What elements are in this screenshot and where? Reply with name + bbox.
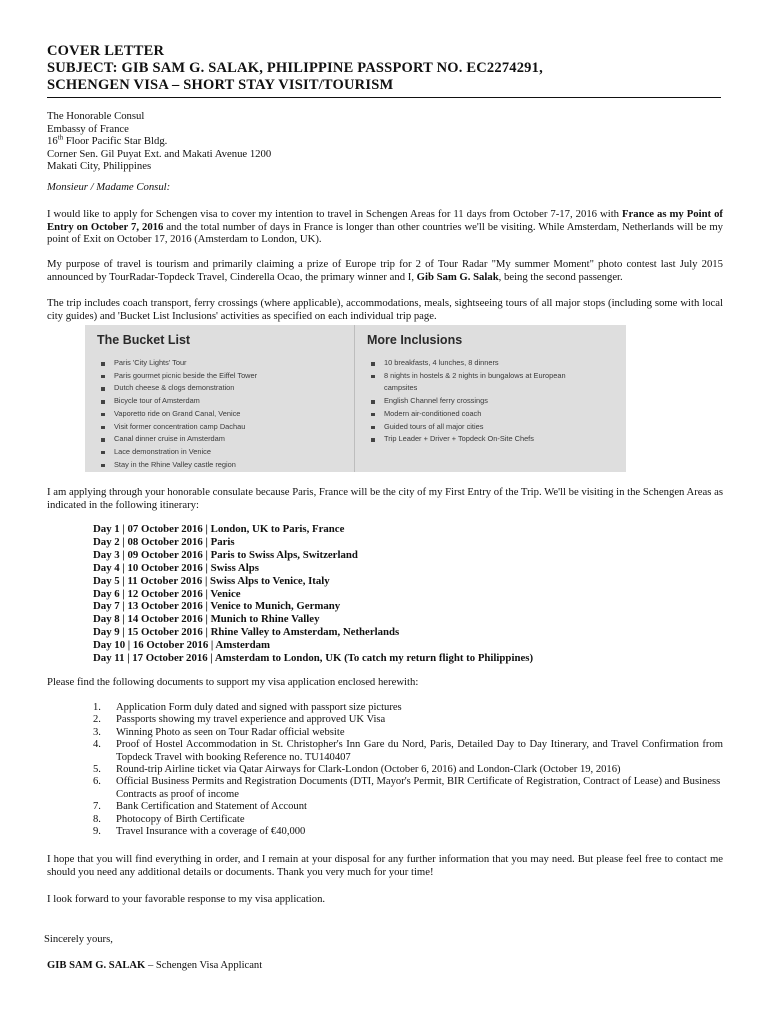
itinerary-day: Day 6 | 12 October 2016 | Venice (93, 587, 241, 600)
bucket-list-image (85, 325, 626, 472)
document-item (93, 826, 723, 838)
address-line: The Honorable Consul (47, 110, 145, 122)
bullet-icon (101, 451, 105, 455)
document-item (93, 739, 723, 764)
applicant-name-emphasis: Gib Sam G. Salak (416, 270, 499, 283)
inclusion-item (371, 395, 566, 408)
bucket-list-title: The Bucket List (97, 333, 191, 347)
bullet-icon (101, 387, 105, 391)
inclusion-item-text: English Channel ferry crossings (384, 396, 488, 406)
paragraph-intent (47, 208, 723, 246)
bucket-list-item-text: Canal dinner cruise in Amsterdam (114, 434, 225, 444)
document-item (93, 702, 723, 714)
bullet-icon (101, 362, 105, 366)
paragraph-text: My purpose of travel is tourism and primarily claiming a prize of Europe trip for 2 of Tour Radar "My summer Moment" photo contest last July 2015 announced by TourRadar-Topdeck Travel, Cinderella Ocao, the primary winner and I, (47, 258, 723, 283)
inclusion-item (371, 421, 566, 434)
itinerary-day: Day 9 | 15 October 2016 | Rhine Valley to Amsterdam, Netherlands (93, 626, 400, 639)
paragraph-purpose (47, 258, 723, 283)
inclusion-item-text: Modern air-conditioned coach (384, 408, 482, 418)
inclusion-item-text: 8 nights in hostels & 2 nights in bungalows at European (384, 370, 566, 380)
bullet-icon (371, 362, 375, 366)
itinerary-day: Day 11 | 17 October 2016 | Amsterdam to London, UK (To catch my return flight to Philippines) (93, 652, 534, 665)
bullet-icon (101, 400, 105, 404)
signature-name: GIB SAM G. SALAK (47, 960, 146, 971)
point-of-entry-emphasis: France as my Point of Entry on October 7, 2016 (47, 208, 723, 233)
inclusion-item (371, 370, 566, 383)
document-number: 1. (93, 702, 101, 713)
more-inclusions-column (355, 325, 626, 472)
heading-divider (47, 97, 721, 98)
salutation: Monsieur / Madame Consul: (47, 181, 171, 193)
paragraph-closing: I hope that you will find everything in order, and I remain at your disposal for any further information that you may need. But please feel free to contact me should you need any additional details or documents. Thank you very much for your time! (47, 853, 723, 878)
signature-line (47, 960, 262, 971)
heading-subject: SUBJECT: GIB SAM G. SALAK, PHILIPPINE PASSPORT NO. EC2274291, (47, 60, 543, 76)
document-item (93, 801, 723, 813)
bullet-icon (101, 464, 105, 468)
heading-line-1: COVER LETTER (47, 43, 165, 59)
itinerary-day: Day 2 | 08 October 2016 | Paris (93, 535, 235, 548)
document-text: Official Business Permits and Registration Documents (DTI, Mayor's Permit, BIR Certificate of Registration, Contract of Lease) and Business Contracts as proof of income (116, 776, 721, 800)
document-item (93, 714, 723, 726)
document-text: Photocopy of Birth Certificate (116, 813, 245, 825)
inclusion-item-continuation (371, 382, 566, 395)
address-building: Floor Pacific Star Bldg. (63, 135, 168, 148)
address-line: Makati City, Philippines (47, 160, 152, 173)
more-inclusions-title: More Inclusions (367, 333, 463, 347)
document-number: 5. (93, 764, 101, 776)
recipient-address (47, 110, 723, 173)
bullet-icon (101, 426, 105, 430)
document-number: 3. (93, 726, 101, 738)
paragraph-first-entry: I am applying through your honorable consulate because Paris, France will be the city of my First Entry of the Trip. We'll be visiting in the Schengen Areas as indicated in the following itinerary: (47, 486, 723, 511)
inclusion-item-text: Trip Leader + Driver + Topdeck On-Site Chefs (384, 434, 534, 444)
bullet-icon (371, 375, 375, 379)
itinerary-day: Day 7 | 13 October 2016 | Venice to Munich, Germany (93, 600, 341, 613)
inclusion-item-text: Guided tours of all major cities (384, 421, 484, 431)
bucket-list-item (101, 459, 257, 472)
bucket-list-item (101, 357, 257, 370)
address-floor-number: 16 (47, 135, 58, 148)
bullet-icon (371, 413, 375, 417)
document-number: 8. (93, 813, 101, 825)
inclusion-item (371, 357, 566, 370)
bullet-icon (101, 413, 105, 417)
bucket-list-item-text: Lace demonstration in Venice (114, 446, 211, 456)
inclusion-item-text: 10 breakfasts, 4 lunches, 8 dinners (384, 358, 499, 367)
document-item (93, 776, 723, 801)
paragraph-text: and the total number of days in France is longer than other countries we'll be visiting. While Amsterdam, Netherlands will be my point of Exit on October 17, 2016 (Amsterdam to London, UK). (47, 220, 723, 246)
document-number: 6. (93, 776, 101, 788)
more-inclusions-items (371, 357, 566, 446)
paragraph-favorable-response: I look forward to your favorable response to my visa application. (47, 893, 326, 905)
bucket-list-items (101, 357, 257, 471)
bucket-list-item-text: Dutch cheese & clogs demonstration (114, 383, 235, 393)
bucket-list-item-text: Paris gourmet picnic beside the Eiffel Tower (114, 370, 258, 380)
closing-phrase: Sincerely yours, (44, 934, 113, 945)
bullet-icon (101, 375, 105, 379)
paragraph-documents-intro: Please find the following documents to support my visa application enclosed herewith: (47, 676, 419, 688)
bucket-list-item (101, 408, 257, 421)
document-number: 2. (93, 714, 101, 726)
bucket-list-item (101, 421, 257, 434)
itinerary-day: Day 4 | 10 October 2016 | Swiss Alps (93, 561, 259, 574)
bucket-list-item (101, 433, 257, 446)
document-text: Winning Photo as seen on Tour Radar official website (116, 726, 345, 738)
bullet-icon (371, 438, 375, 442)
document-item (93, 814, 723, 826)
address-floor-suffix: th (57, 133, 64, 142)
document-item (93, 764, 723, 776)
bucket-list-item-text: Paris 'City Lights' Tour (114, 358, 187, 367)
address-line: Embassy of France (47, 122, 129, 135)
bucket-list-item (101, 446, 257, 459)
document-number: 4. (93, 739, 101, 751)
document-text: Application Form duly dated and signed with passport size pictures (116, 702, 402, 713)
heading-visa-type: SCHENGEN VISA – SHORT STAY VISIT/TOURISM (47, 77, 394, 93)
bucket-list-item (101, 395, 257, 408)
address-line (47, 135, 723, 148)
document-item (93, 727, 723, 739)
bucket-list-item (101, 382, 257, 395)
paragraph-text: , being the second passenger. (498, 270, 623, 283)
bucket-list-item-text: Vaporetto ride on Grand Canal, Venice (114, 408, 241, 418)
bullet-icon (101, 438, 105, 442)
bucket-list-item-text: Visit former concentration camp Dachau (114, 421, 246, 431)
bucket-list-item-text: Bicycle tour of Amsterdam (114, 396, 200, 406)
document-number: 7. (93, 801, 101, 813)
bullet-icon (371, 426, 375, 430)
itinerary-day: Day 10 | 16 October 2016 | Amsterdam (93, 639, 270, 652)
address-line: Corner Sen. Gil Puyat Ext. and Makati Avenue 1200 (47, 147, 272, 160)
document-text: Travel Insurance with a coverage of €40,000 (116, 826, 306, 838)
itinerary-day: Day 3 | 09 October 2016 | Paris to Swiss Alps, Switzerland (93, 548, 358, 561)
documents-list (93, 702, 723, 838)
bucket-list-column (85, 325, 355, 472)
document-number: 9. (93, 826, 101, 838)
paragraph-trip-includes: The trip includes coach transport, ferry crossings (where applicable), accommodations, meals, sightseeing tours of all major stops (including some with local city guides) and 'Bucket List Inclusions' activities as specified on each individual trip page. (47, 297, 723, 322)
bucket-list-item (101, 370, 257, 383)
inclusion-item (371, 408, 566, 421)
itinerary-day: Day 5 | 11 October 2016 | Swiss Alps to Venice, Italy (93, 574, 330, 587)
document-text: Round-trip Airline ticket via Qatar Airways for Clark-London (October 6, 2016) and London-Clark (October 19, 2016) (116, 764, 621, 776)
itinerary-day: Day 8 | 14 October 2016 | Munich to Rhine Valley (93, 613, 320, 626)
document-text: Passports showing my travel experience and approved UK Visa (116, 714, 386, 726)
document-text: Proof of Hostel Accommodation in St. Christopher's Inn Gare du Nord, Paris, Detailed Day to Day Itinerary, and Travel Confirmation from Topdeck Travel with booking Reference no. TU140407 (116, 739, 723, 763)
signature-role: – Schengen Visa Applicant (145, 960, 263, 971)
inclusion-item (371, 433, 566, 446)
bucket-list-item-text: Stay in the Rhine Valley castle region (114, 459, 236, 469)
paragraph-text: I would like to apply for Schengen visa to cover my intention to travel in Schengen Areas for 11 days from October 7-17, 2016 with (47, 208, 622, 220)
itinerary (93, 523, 533, 665)
document-text: Bank Certification and Statement of Account (116, 801, 307, 813)
itinerary-day: Day 1 | 07 October 2016 | London, UK to Paris, France (93, 523, 345, 535)
inclusion-item-text: campsites (384, 383, 418, 393)
bullet-icon (371, 400, 375, 404)
